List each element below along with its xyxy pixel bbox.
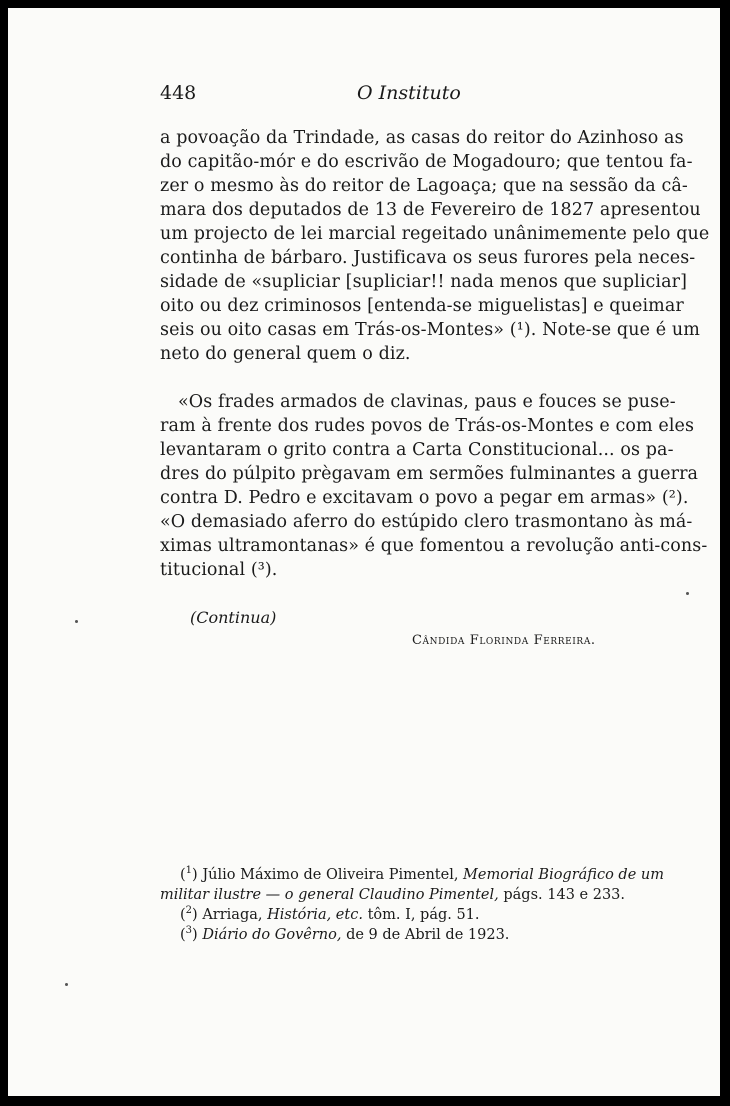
footnote-author: Júlio Máximo de Oliveira Pimentel, [202, 867, 459, 883]
footnote-title: História, etc. [267, 907, 363, 923]
print-speck [75, 620, 78, 623]
text-line: seis ou oito casas em Trás-os-Montes» (¹). Note-se que é um [160, 320, 700, 340]
footnote-1: ($^1$) Júlio Máximo de Oliveira Pimentel, Memorial Biográfico de um [180, 865, 664, 883]
footnote-date: de 9 de Abril de 1923. [346, 927, 510, 943]
text-line: do capitão-mór e do escrivão de Mogadouro; que tentou fa- [160, 152, 693, 172]
paragraph-2 [160, 390, 708, 582]
text-line: oito ou dez criminosos [entenda-se miguelistas] e queimar [160, 296, 684, 316]
continua-note: (Continua) [190, 608, 277, 627]
footnote-author: Arriaga, [202, 907, 263, 923]
running-title: O Instituto [357, 82, 461, 104]
footnote-title: Memorial Biográfico de um [463, 867, 664, 883]
author-signature: Cândida Florinda Ferreira. [412, 633, 596, 648]
text-line: titucional (³). [160, 560, 278, 580]
text-line: «Os frades armados de clavinas, paus e fouces se puse- [178, 392, 676, 412]
text-line: levantaram o grito contra a Carta Constitucional... os pa- [160, 440, 674, 460]
text-line: ximas ultramontanas» é que fomentou a revolução anti-cons- [160, 536, 708, 556]
text-line: contra D. Pedro e excitavam o povo a pegar em armas» (²). [160, 488, 689, 508]
print-speck [686, 592, 689, 595]
page-header [160, 82, 630, 108]
footnote-mark: 3 [185, 925, 193, 937]
footnote-mark: 1 [185, 865, 193, 877]
print-speck [65, 983, 68, 986]
page-number: 448 [160, 82, 197, 104]
text-line: mara dos deputados de 13 de Fevereiro de 1827 apresentou [160, 200, 701, 220]
paragraph-1 [160, 126, 710, 366]
footnote-pages: págs. 143 e 233. [503, 887, 626, 903]
text-line: a povoação da Trindade, as casas do reitor do Azinhoso as [160, 128, 684, 148]
footnote-pages: tôm. I, pág. 51. [367, 907, 480, 923]
text-line: zer o mesmo às do reitor de Lagoaça; que na sessão da câ- [160, 176, 688, 196]
text-line: ram à frente dos rudes povos de Trás-os-Montes e com eles [160, 416, 695, 436]
text-line: continha de bárbaro. Justificava os seus furores pela neces- [160, 248, 696, 268]
scanned-page [8, 8, 720, 1096]
footnote-mark: 2 [185, 905, 193, 917]
footnote-3: ($^3$) Diário do Govêrno, de 9 de Abril de 1923. [180, 925, 510, 943]
text-line: neto do general quem o diz. [160, 344, 411, 364]
footnote-2: ($^2$) Arriaga, História, etc. tôm. I, pág. 51. [180, 905, 480, 923]
footnote-title: militar ilustre — o general Claudino Pimentel, [160, 887, 499, 903]
text-line: sidade de «supliciar [supliciar!! nada menos que supliciar] [160, 272, 688, 292]
text-line: um projecto de lei marcial regeitado unânimemente pelo que [160, 224, 710, 244]
footnote-title: Diário do Govêrno, [202, 927, 342, 943]
text-line: dres do púlpito prègavam em sermões fulminantes a guerra [160, 464, 699, 484]
footnotes [160, 865, 664, 945]
text-line: «O demasiado aferro do estúpido clero trasmontano às má- [160, 512, 693, 532]
footnote-1-cont [160, 885, 630, 905]
